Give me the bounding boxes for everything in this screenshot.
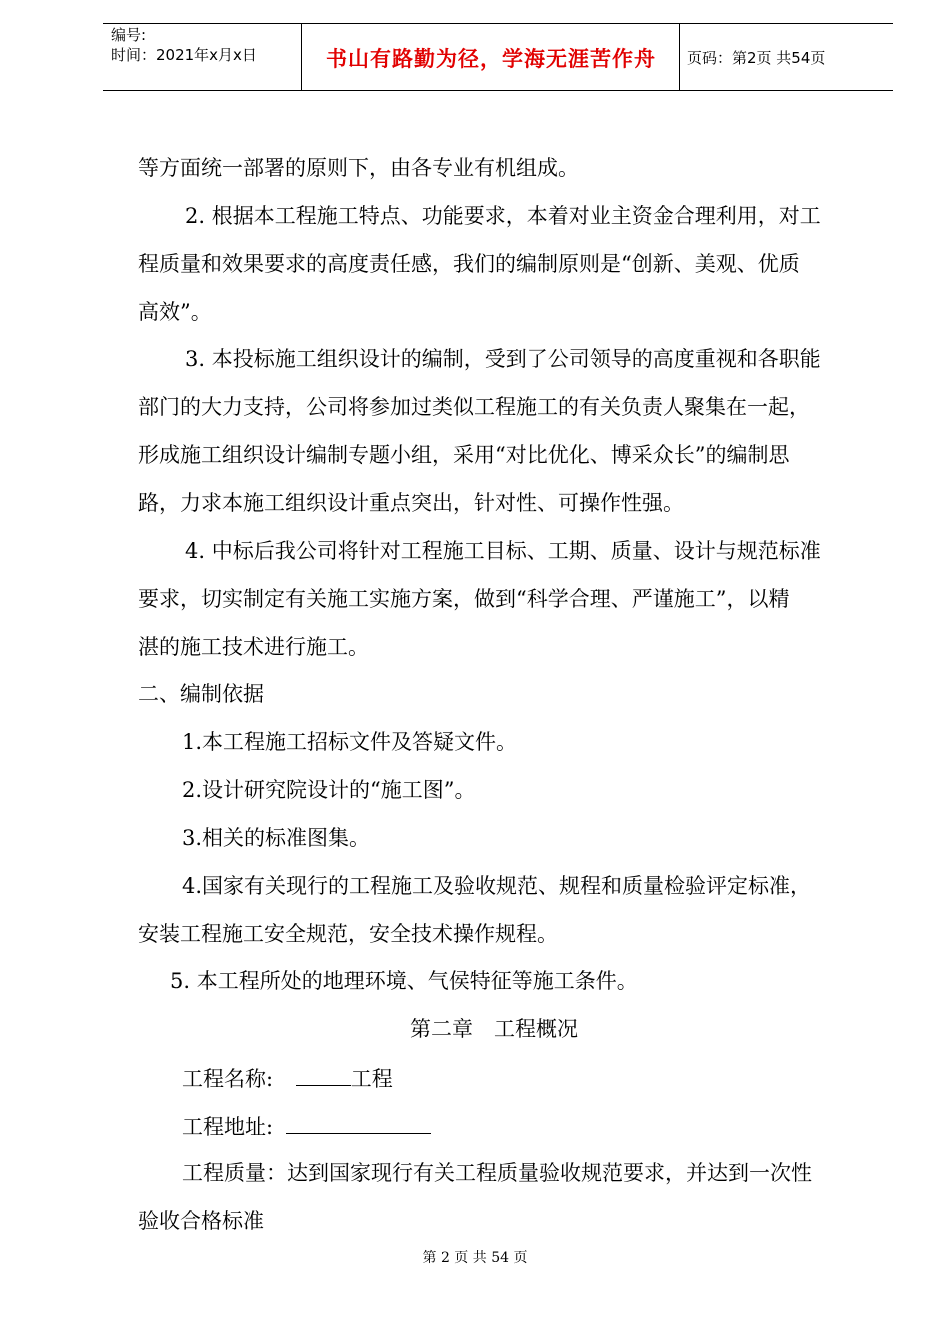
project-address-blank — [286, 1111, 431, 1134]
header-motto: 书山有路勤为径，学海无涯苦作舟 — [326, 47, 656, 71]
paragraph-line: 工程质量：达到国家现行有关工程质量验收规范要求，并达到一次性 — [182, 1161, 812, 1185]
header-top-rule — [103, 23, 893, 24]
project-name-blank — [296, 1063, 351, 1086]
header-page-info: 页码：第2页 共54页 — [687, 49, 826, 67]
list-item: 4.国家有关现行的工程施工及验收规范、规程和质量检验评定标准， — [182, 874, 812, 898]
project-address-row — [182, 1111, 431, 1141]
paragraph-line: 形成施工组织设计编制专题小组，采用“对比优化、博采众长”的编制思 — [138, 443, 790, 467]
page-footer: 第 2 页 共 54 页 — [422, 1250, 528, 1266]
list-item: 3.相关的标准图集。 — [182, 826, 371, 850]
project-address-label: 工程地址: — [182, 1115, 274, 1139]
page-header — [103, 23, 893, 91]
list-item: 5. 本工程所处的地理环境、气侯特征等施工条件。 — [170, 969, 638, 993]
header-divider-left — [301, 23, 302, 91]
paragraph-line: 高效”。 — [138, 300, 212, 324]
project-name-label: 工程名称: — [182, 1067, 274, 1091]
paragraph-line: 等方面统一部署的原则下，由各专业有机组成。 — [138, 156, 579, 180]
paragraph-line: 路，力求本施工组织设计重点突出，针对性、可操作性强。 — [138, 491, 684, 515]
chapter-title: 第二章 工程概况 — [410, 1017, 578, 1041]
header-bottom-rule — [103, 90, 893, 91]
paragraph-line: 安装工程施工安全规范，安全技术操作规程。 — [138, 922, 558, 946]
project-name-row — [182, 1063, 393, 1093]
list-item: 1.本工程施工招标文件及答疑文件。 — [182, 730, 518, 754]
paragraph-line: 部门的大力支持，公司将参加过类似工程施工的有关负责人聚集在一起， — [138, 395, 810, 419]
paragraph-line: 程质量和效果要求的高度责任感，我们的编制原则是“创新、美观、优质 — [138, 252, 800, 276]
paragraph-line: 2. 根据本工程施工特点、功能要求，本着对业主资金合理利用，对工 — [185, 204, 821, 228]
paragraph-line: 验收合格标准 — [138, 1209, 264, 1233]
list-item: 2.设计研究院设计的“施工图”。 — [182, 778, 476, 802]
paragraph-line: 3. 本投标施工组织设计的编制，受到了公司领导的高度重视和各职能 — [185, 347, 821, 371]
section-heading: 二、编制依据 — [138, 682, 264, 706]
paragraph-line: 要求，切实制定有关施工实施方案，做到“科学合理、严谨施工”，以精 — [138, 587, 790, 611]
paragraph-line: 4. 中标后我公司将针对工程施工目标、工期、质量、设计与规范标准 — [185, 539, 821, 563]
project-name-suffix: 工程 — [350, 1067, 393, 1091]
header-divider-right — [679, 23, 680, 91]
document-time-label: 时间：2021年x月x日 — [111, 46, 257, 64]
paragraph-line: 湛的施工技术进行施工。 — [138, 635, 369, 659]
document-number-label: 编号: — [111, 26, 147, 44]
